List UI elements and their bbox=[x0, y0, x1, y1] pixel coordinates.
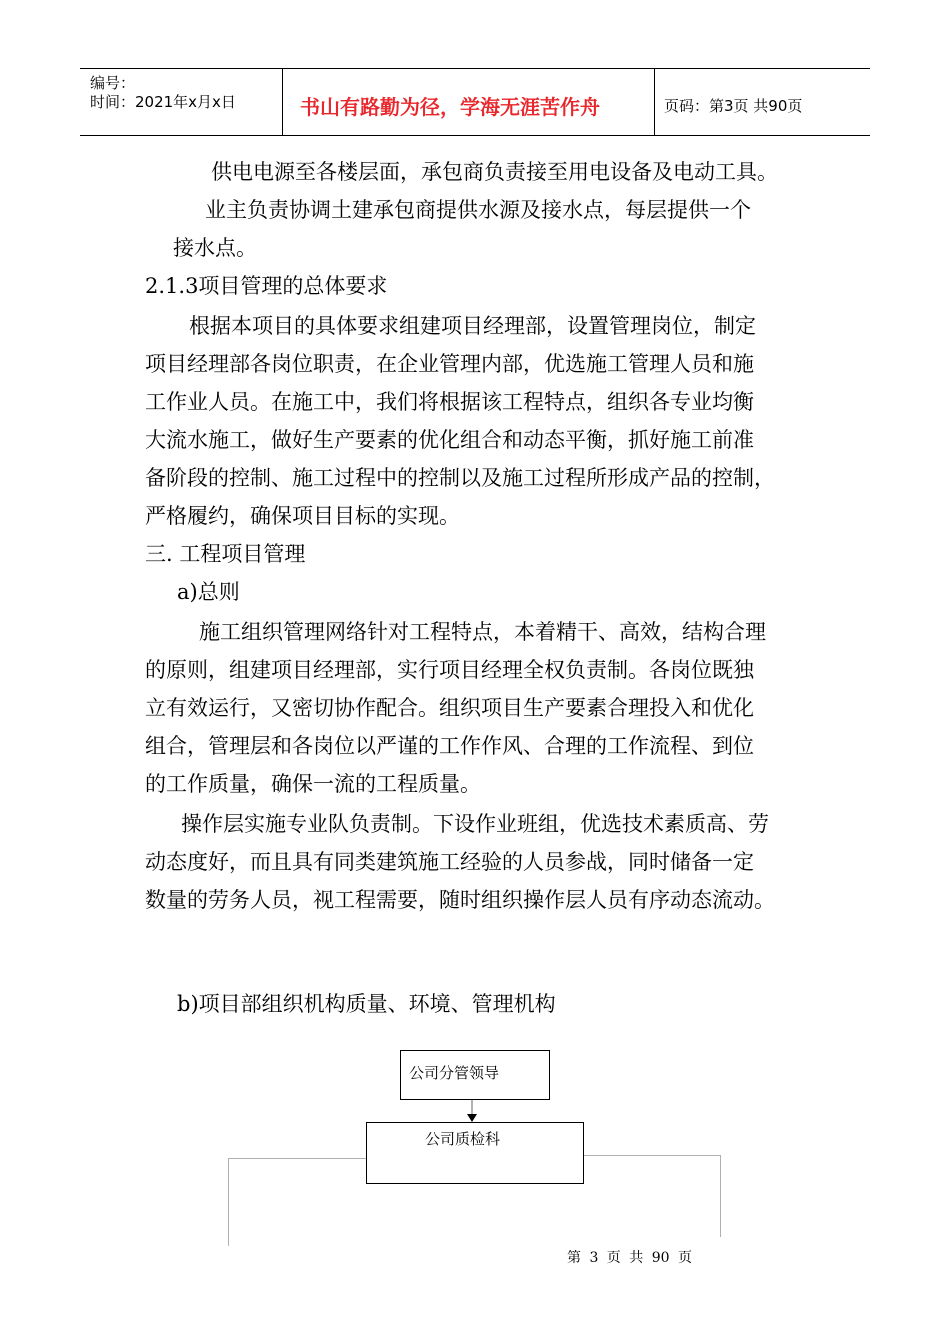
body-line: 的工作质量，确保一流的工程质量。 bbox=[145, 772, 481, 796]
body-line: 备阶段的控制、施工过程中的控制以及施工过程所形成产品的控制， bbox=[145, 466, 775, 490]
org-node-leader bbox=[400, 1050, 550, 1100]
body-line: 项目经理部各岗位职责，在企业管理内部，优选施工管理人员和施 bbox=[145, 352, 754, 376]
org-node-qc bbox=[366, 1122, 584, 1184]
body-line: 的原则，组建项目经理部，实行项目经理全权负责制。各岗位既独 bbox=[145, 658, 754, 682]
subsection-heading: a)总则 bbox=[177, 580, 240, 604]
subsection-heading: b)项目部组织机构质量、环境、管理机构 bbox=[177, 992, 556, 1016]
header-motto: 书山有路勤为径，学海无涯苦作舟 bbox=[300, 95, 600, 119]
body-line: 组合，管理层和各岗位以严谨的工作作风、合理的工作流程、到位 bbox=[145, 734, 754, 758]
header-divider-left bbox=[282, 68, 283, 136]
section-heading: 三. 工程项目管理 bbox=[145, 542, 306, 566]
body-line: 根据本项目的具体要求组建项目经理部，设置管理岗位，制定 bbox=[189, 314, 756, 338]
body-line: 工作业人员。在施工中，我们将根据该工程特点，组织各专业均衡 bbox=[145, 390, 754, 414]
body-line: 严格履约，确保项目目标的实现。 bbox=[145, 504, 460, 528]
org-node-label: 公司质检科 bbox=[425, 1130, 501, 1148]
header-number-label: 编号： bbox=[90, 74, 136, 92]
org-branch-left-v bbox=[228, 1158, 229, 1246]
header-bottom-border bbox=[80, 135, 870, 136]
header-time-label: 时间：2021年x月x日 bbox=[90, 93, 236, 111]
org-branch-left-h bbox=[228, 1158, 366, 1159]
page-footer: 第 3 页 共 90 页 bbox=[567, 1250, 692, 1266]
body-line: 数量的劳务人员，视工程需要，随时组织操作层人员有序动态流动。 bbox=[145, 888, 775, 912]
body-line: 大流水施工，做好生产要素的优化组合和动态平衡，抓好施工前准 bbox=[145, 428, 754, 452]
body-line: 立有效运行，又密切协作配合。组织项目生产要素合理投入和优化 bbox=[145, 696, 754, 720]
org-node-label: 公司分管领导 bbox=[409, 1064, 500, 1082]
body-line: 施工组织管理网络针对工程特点，本着精干、高效，结构合理 bbox=[199, 620, 766, 644]
header-divider-right bbox=[654, 68, 655, 136]
body-line: 操作层实施专业队负责制。下设作业班组，优选技术素质高、劳 bbox=[181, 812, 769, 836]
header-page-info: 页码：第3页 共90页 bbox=[664, 97, 803, 115]
section-heading: 2.1.3项目管理的总体要求 bbox=[145, 274, 388, 298]
body-line: 动态度好，而且具有同类建筑施工经验的人员参战，同时储备一定 bbox=[145, 850, 754, 874]
body-line: 供电电源至各楼层面，承包商负责接至用电设备及电动工具。 bbox=[211, 160, 778, 184]
body-line: 业主负责协调土建承包商提供水源及接水点，每层提供一个 bbox=[205, 198, 751, 222]
org-branch-right-v bbox=[720, 1155, 721, 1237]
org-branch-right-h bbox=[584, 1155, 721, 1156]
body-line: 接水点。 bbox=[173, 236, 257, 260]
header-top-border bbox=[80, 68, 870, 69]
